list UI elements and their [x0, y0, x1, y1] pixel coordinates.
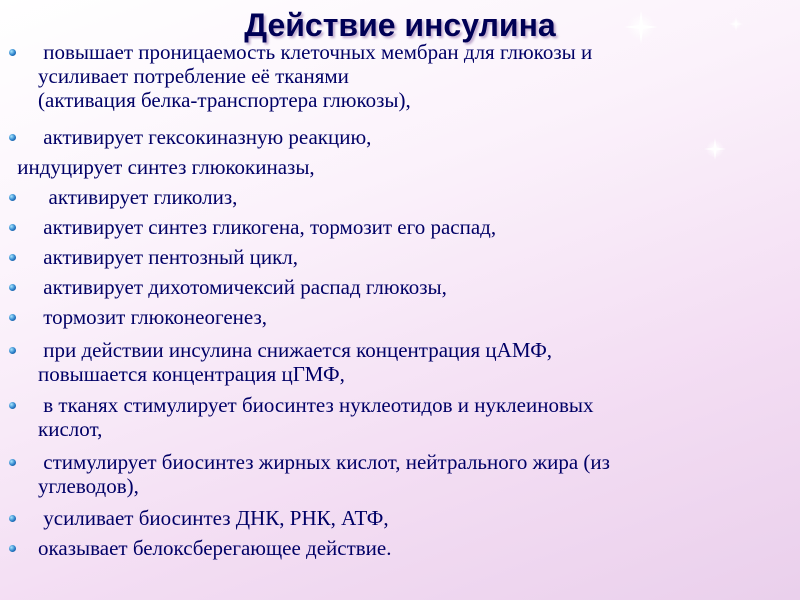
- bullet-text-line: (активация белка-транспортера глюкозы),: [38, 88, 411, 112]
- glossy-blue-bullet-icon: [9, 194, 16, 201]
- bullet-text-line: активирует синтез гликогена, тормозит его распад,: [38, 215, 497, 239]
- bullet-item: [0, 305, 780, 329]
- glossy-blue-bullet-icon: [9, 284, 16, 291]
- bullet-text-line: активирует пентозный цикл,: [38, 245, 298, 269]
- glossy-blue-bullet-icon: [9, 134, 16, 141]
- bullet-text-line: тормозит глюконеогенез,: [38, 305, 268, 329]
- glossy-blue-bullet-icon: [9, 314, 16, 321]
- bullet-text-line: активирует гексокиназную реакцию,: [38, 125, 372, 149]
- bullet-item: [0, 245, 780, 269]
- bullet-text-line: стимулирует биосинтез жирных кислот, нейтрального жира (из: [38, 450, 610, 474]
- glossy-blue-bullet-icon: [9, 459, 16, 466]
- bullet-text-line: повышается концентрация цГМФ,: [38, 362, 345, 386]
- bullet-text-line: при действии инсулина снижается концентрация цАМФ,: [38, 338, 553, 362]
- bullet-text-line: усиливает биосинтез ДНК, РНК, АТФ,: [38, 506, 389, 530]
- bullet-item: [0, 506, 780, 530]
- bullet-text-line: усиливает потребление её тканями: [38, 64, 349, 88]
- glossy-blue-bullet-icon: [9, 254, 16, 261]
- bullet-item: [0, 155, 780, 179]
- bullet-text-line: углеводов),: [38, 474, 139, 498]
- bullet-item: [0, 338, 780, 386]
- bullet-text-line: активирует дихотомичексий распад глюкозы,: [38, 275, 447, 299]
- bullet-item: [0, 450, 780, 498]
- bullet-item: [0, 125, 780, 149]
- glossy-blue-bullet-icon: [9, 49, 16, 56]
- glossy-blue-bullet-icon: [9, 224, 16, 231]
- bullet-text-line: кислот,: [38, 417, 103, 441]
- bullet-item: [0, 275, 780, 299]
- bullet-item: [0, 215, 780, 239]
- bullet-text-line: индуцирует синтез глюкокиназы,: [12, 155, 315, 179]
- bullet-item: [0, 393, 780, 441]
- bullet-text-line: в тканях стимулирует биосинтез нуклеотидов и нуклеиновых: [38, 393, 594, 417]
- glossy-blue-bullet-icon: [9, 545, 16, 552]
- bullet-text-line: активирует гликолиз,: [38, 185, 238, 209]
- bullet-text-line: оказывает белоксберегающее действие.: [38, 536, 392, 560]
- bullet-item: [0, 40, 780, 112]
- bullet-item: [0, 536, 780, 560]
- bullet-text-line: повышает проницаемость клеточных мембран для глюкозы и: [38, 40, 593, 64]
- glossy-blue-bullet-icon: [9, 347, 16, 354]
- glossy-blue-bullet-icon: [9, 402, 16, 409]
- bullet-item: [0, 185, 780, 209]
- slide-title: Действие инсулина: [244, 7, 556, 44]
- glossy-blue-bullet-icon: [9, 515, 16, 522]
